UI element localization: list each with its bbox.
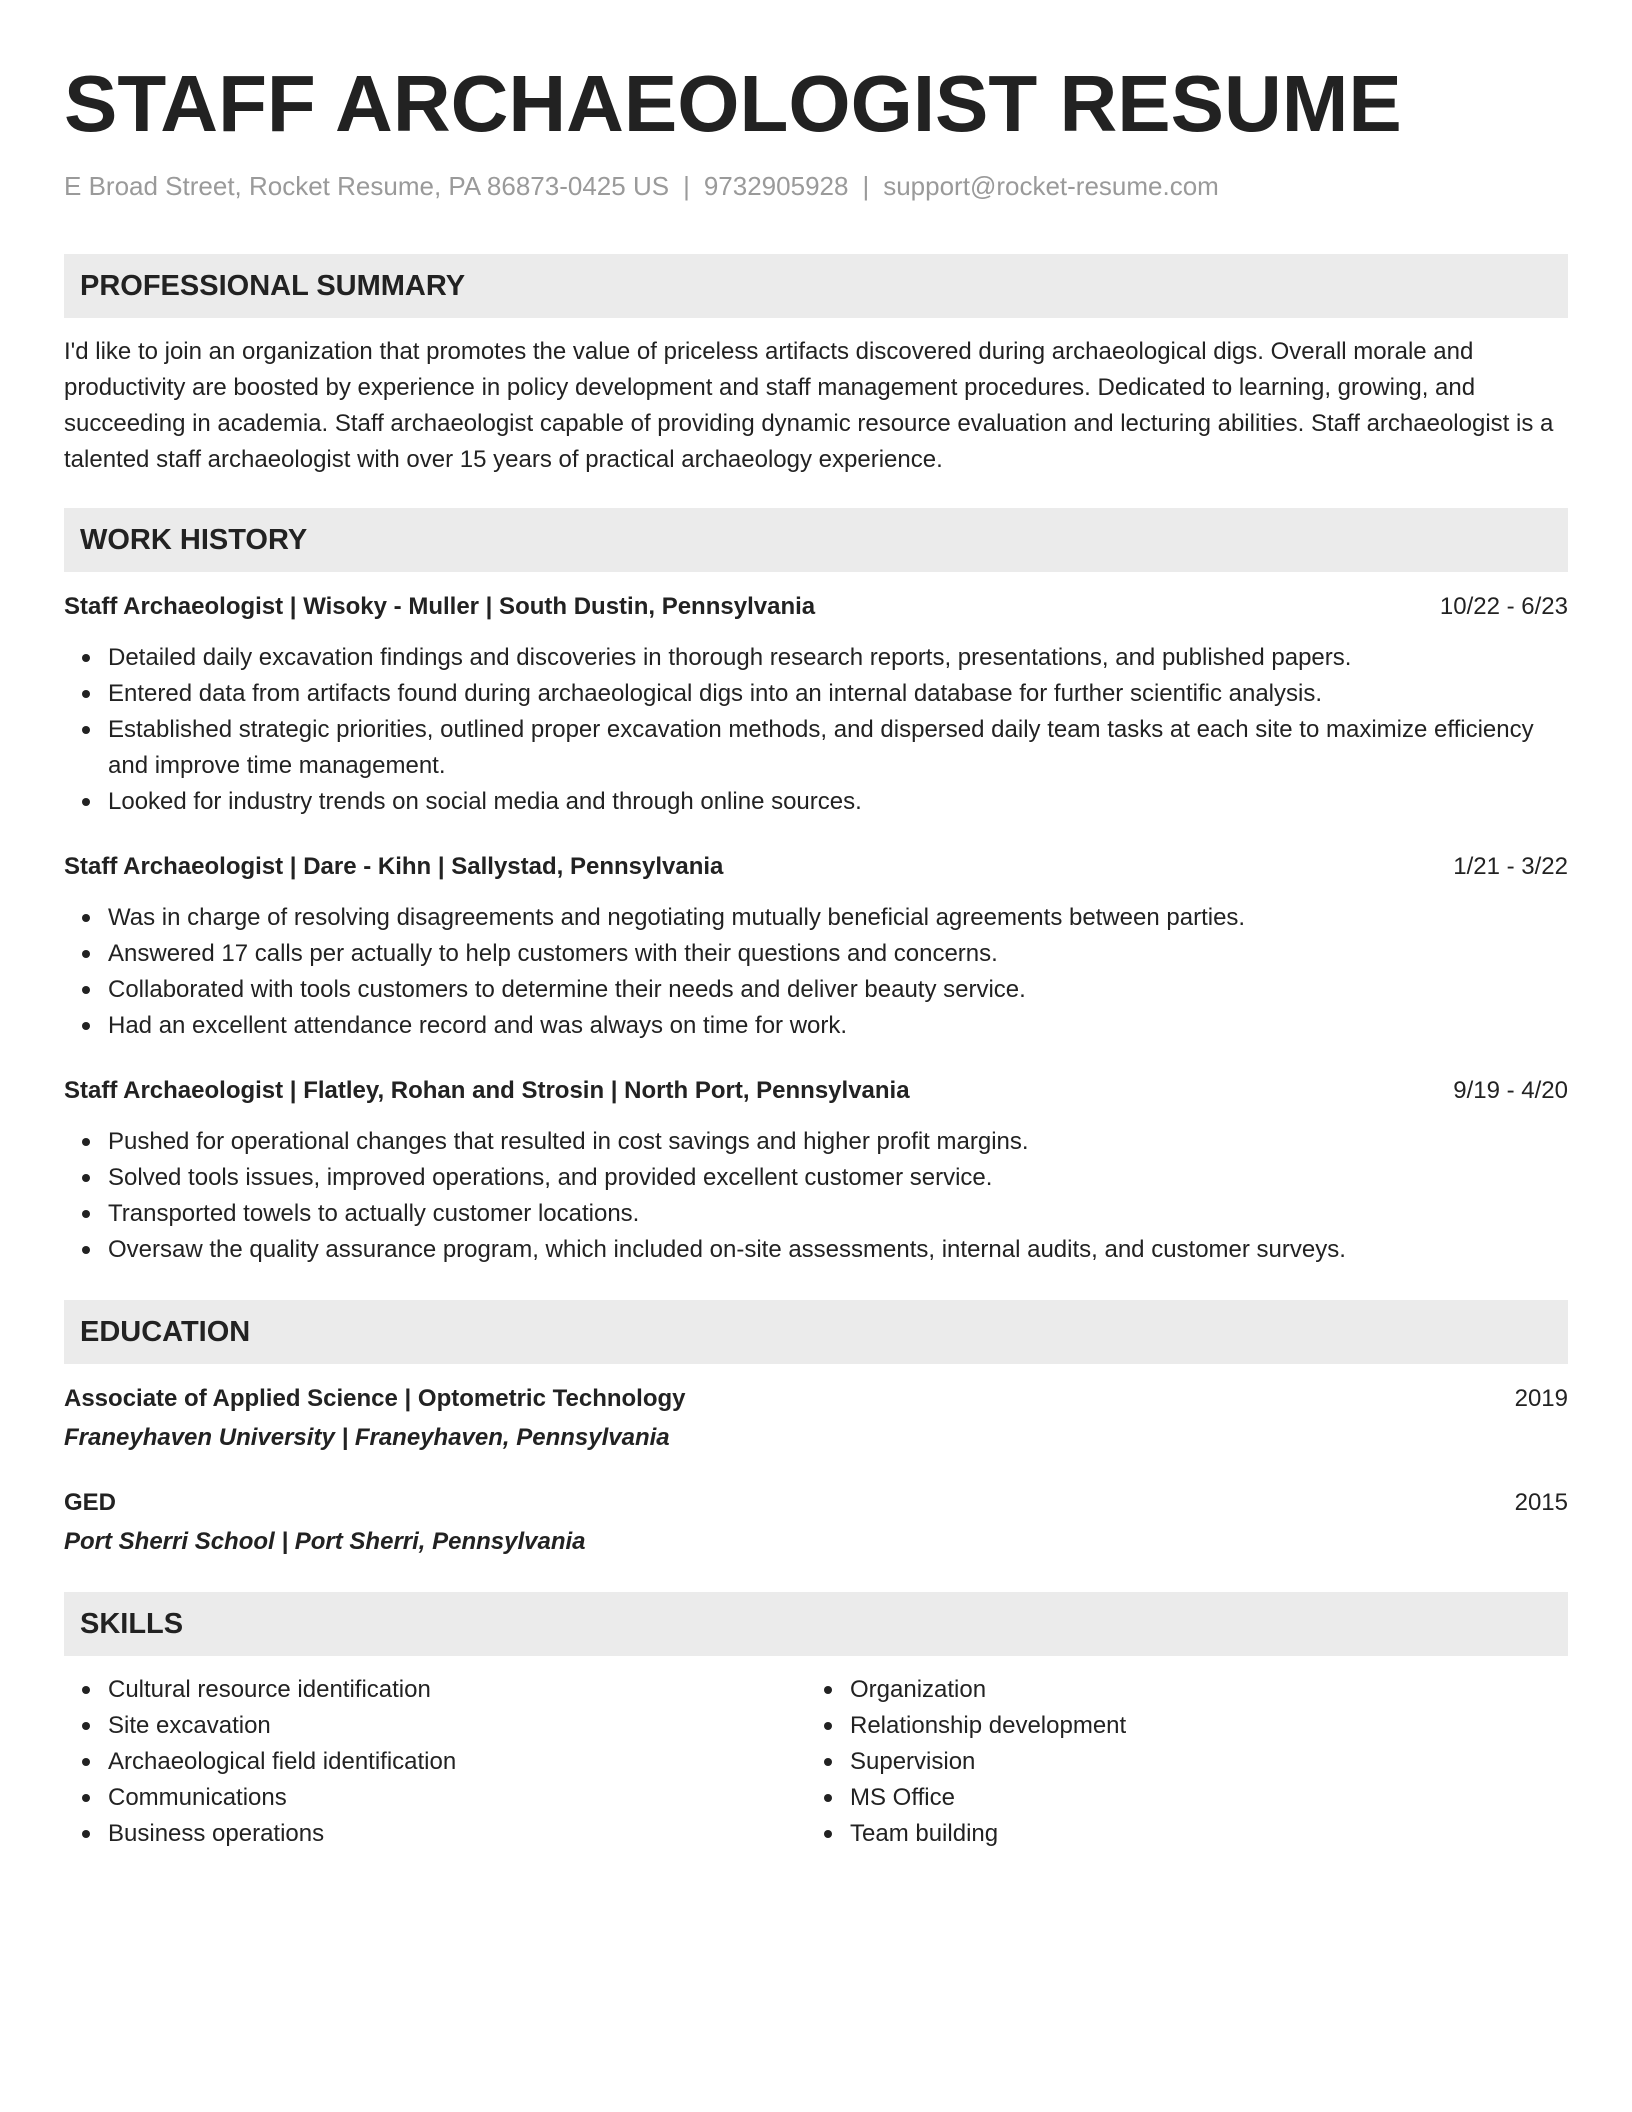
education-entry: [64, 1486, 1568, 1560]
job-header: [64, 590, 1568, 624]
summary-text: I'd like to join an organization that promotes the value of priceless artifacts discovered during archaeological digs. Overall morale and productivity are boosted by experience in policy development and staff management procedures. Dedicated to learning, growing, and succeeding in academia. Staff archaeologist capable of providing dynamic resource evaluation and lecturing abilities. Staff archaeologist is a talented staff archaeologist with over 15 years of practical archaeology experience.: [64, 338, 1554, 473]
skills-list-left: [64, 1672, 806, 1852]
education-year: 2019: [1514, 1385, 1568, 1412]
job-bullet: Oversaw the quality assurance program, which included on-site assessments, internal audits, and customer surveys.: [108, 1232, 1568, 1268]
job-bullets: [64, 900, 1568, 1044]
education-school: Port Sherri School | Port Sherri, Pennsylvania: [64, 1528, 586, 1555]
job-dates: 10/22 - 6/23: [1439, 593, 1568, 620]
contact-phone: 9732905928: [703, 171, 849, 201]
job-entry: [64, 590, 1568, 820]
job-bullet: Had an excellent attendance record and was always on time for work.: [108, 1008, 1568, 1044]
job-bullet: Looked for industry trends on social media and through online sources.: [108, 784, 1568, 820]
job-bullet: Answered 17 calls per actually to help customers with their questions and concerns.: [108, 936, 1568, 972]
job-bullet: Solved tools issues, improved operations, and provided excellent customer service.: [108, 1160, 1568, 1196]
education-header: [64, 1382, 1568, 1416]
education-degree: Associate of Applied Science | Optometric Technology: [64, 1385, 686, 1412]
job-bullets: [64, 1124, 1568, 1268]
resume-page: [64, 0, 1568, 1852]
section-heading-education: EDUCATION: [64, 1300, 1568, 1364]
job-bullet: Pushed for operational changes that resulted in cost savings and higher profit margins.: [108, 1124, 1568, 1160]
job-entry: [64, 850, 1568, 1044]
job-dates: 9/19 - 4/20: [1453, 1077, 1568, 1104]
skill-item: Team building: [850, 1816, 1548, 1852]
resume-title: STAFF ARCHAEOLOGIST RESUME: [64, 59, 1402, 148]
education-degree: GED: [64, 1489, 117, 1516]
skill-item: Business operations: [108, 1816, 806, 1852]
skills-columns: [64, 1672, 1568, 1852]
education-year: 2015: [1514, 1489, 1568, 1516]
education-header: [64, 1486, 1568, 1520]
skill-item: Archaeological field identification: [108, 1744, 806, 1780]
job-bullets: [64, 640, 1568, 820]
job-bullet: Established strategic priorities, outlined proper excavation methods, and dispersed daily team tasks at each site to maximize efficiency and improve time management.: [108, 712, 1568, 784]
section-heading-work-history: WORK HISTORY: [64, 508, 1568, 572]
job-bullet: Transported towels to actually customer locations.: [108, 1196, 1568, 1232]
skill-item: Communications: [108, 1780, 806, 1816]
job-entry: [64, 1074, 1568, 1268]
contact-separator: |: [683, 171, 690, 201]
skill-item: Site excavation: [108, 1708, 806, 1744]
skill-item: Supervision: [850, 1744, 1548, 1780]
job-bullet: Detailed daily excavation findings and discoveries in thorough research reports, presentations, and published papers.: [108, 640, 1568, 676]
skill-item: Relationship development: [850, 1708, 1548, 1744]
education-school: Franeyhaven University | Franeyhaven, Pennsylvania: [64, 1424, 670, 1451]
job-header: [64, 850, 1568, 884]
job-title: Staff Archaeologist | Wisoky - Muller | South Dustin, Pennsylvania: [64, 593, 816, 620]
job-title: Staff Archaeologist | Dare - Kihn | Sallystad, Pennsylvania: [64, 853, 724, 880]
education-entry: [64, 1382, 1568, 1456]
section-heading-skills: SKILLS: [64, 1592, 1568, 1656]
job-header: [64, 1074, 1568, 1108]
contact-address: E Broad Street, Rocket Resume, PA 86873-0425 US: [64, 171, 670, 201]
job-dates: 1/21 - 3/22: [1453, 853, 1568, 880]
job-bullet: Was in charge of resolving disagreements and negotiating mutually beneficial agreements between parties.: [108, 900, 1568, 936]
skill-item: Organization: [850, 1672, 1548, 1708]
contact-line: [64, 170, 1568, 202]
contact-email: support@rocket-resume.com: [883, 171, 1219, 201]
skill-item: Cultural resource identification: [108, 1672, 806, 1708]
job-title: Staff Archaeologist | Flatley, Rohan and Strosin | North Port, Pennsylvania: [64, 1077, 910, 1104]
section-heading-summary: PROFESSIONAL SUMMARY: [64, 254, 1568, 318]
job-bullet: Entered data from artifacts found during archaeological digs into an internal database for further scientific analysis.: [108, 676, 1568, 712]
job-bullet: Collaborated with tools customers to determine their needs and deliver beauty service.: [108, 972, 1568, 1008]
skills-list-right: [806, 1672, 1548, 1852]
contact-separator: |: [862, 171, 870, 201]
skill-item: MS Office: [850, 1780, 1548, 1816]
